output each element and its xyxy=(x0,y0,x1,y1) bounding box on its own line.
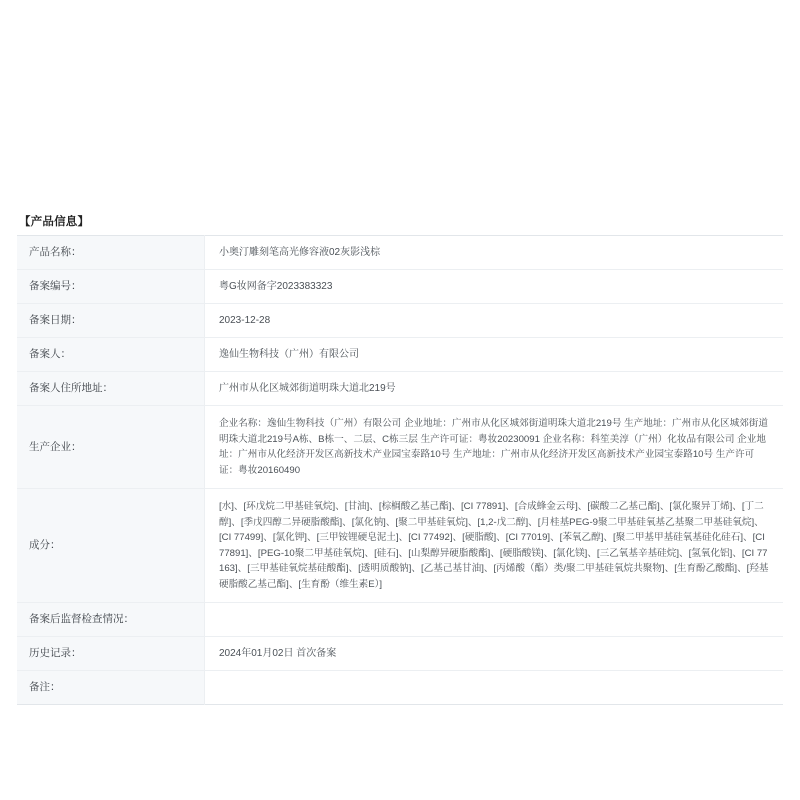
table-row xyxy=(17,671,783,705)
row-label-ingredients: 成分： xyxy=(17,489,205,603)
row-label-record-number: 备案编号： xyxy=(17,270,205,304)
table-row xyxy=(17,372,783,406)
row-value-remark xyxy=(205,671,784,705)
row-value-supervision xyxy=(205,603,784,637)
row-label-supervision: 备案后监督检查情况： xyxy=(17,603,205,637)
row-label-history: 历史记录： xyxy=(17,637,205,671)
table-row xyxy=(17,489,783,603)
row-value-product-name: 小奥汀雕刻笔高光修容液02灰影浅棕 xyxy=(205,236,784,270)
row-label-manufacturer: 生产企业： xyxy=(17,406,205,489)
row-label-remark: 备注： xyxy=(17,671,205,705)
row-value-record-date: 2023-12-28 xyxy=(205,304,784,338)
product-info-panel xyxy=(17,215,783,705)
row-label-record-date: 备案日期： xyxy=(17,304,205,338)
row-value-filer-address: 广州市从化区城郊街道明珠大道北219号 xyxy=(205,372,784,406)
table-row xyxy=(17,637,783,671)
row-value-filer: 逸仙生物科技（广州）有限公司 xyxy=(205,338,784,372)
row-value-record-number: 粤G妆网备字2023383323 xyxy=(205,270,784,304)
table-row xyxy=(17,406,783,489)
row-value-manufacturer: 企业名称：逸仙生物科技（广州）有限公司 企业地址：广州市从化区城郊街道明珠大道北219号 生产地址：广州市从化区城郊街道明珠大道北219号A栋、B栋一、二层、C栋三层 生产许可证：粤妆20230091 企业名称：科笙美淳（广州）化妆品有限公司 企业地址：广州市从化经济开发区高新技术产业园宝泰路10号 生产地址：广州市从化经济开发区高新技术产业园宝泰路10号 生产许可证：粤妆20160490 xyxy=(205,406,784,489)
row-value-ingredients: [水]、[环戊烷二甲基硅氧烷]、[甘油]、[棕榈酸乙基己酯]、[CI 77891]、[合成蜂金云母]、[碳酸二乙基己酯]、[氯化聚异丁烯]、[丁二醇]、[季戊四醇二异硬脂酸酯]、[氯化钠]、[聚二甲基硅氧烷]、[1,2-戊二醇]、[月桂基PEG-9聚二甲基硅氧基乙基聚二甲基硅氧烷]、[CI 77499]、[氯化钾]、[三甲铵锂硬皂泥土]、[CI 77492]、[硬脂酸]、[CI 77019]、[苯氧乙醇]、[聚二甲基甲基硅氧基硅化硅石]、[CI 77891]、[PEG-10聚二甲基硅氧烷]、[硅石]、[山梨醇异硬脂酸酯]、[硬脂酸镁]、[氯化镁]、[三乙氧基辛基硅烷]、[氢氧化铝]、[CI 77163]、[三甲基硅氧烷基硅酸酯]、[透明质酸钠]、[乙基己基甘油]、[丙烯酸（酯）类/聚二甲基硅氧烷共聚物]、[生育酚乙酸酯]、[羟基硬脂酸乙基己酯]、[生育酚（维生素E）] xyxy=(205,489,784,603)
row-value-history: 2024年01月02日 首次备案 xyxy=(205,637,784,671)
table-row xyxy=(17,603,783,637)
section-title: 【产品信息】 xyxy=(19,216,90,228)
row-label-product-name: 产品名称： xyxy=(17,236,205,270)
table-row xyxy=(17,304,783,338)
product-info-table xyxy=(17,235,783,705)
row-label-filer-address: 备案人住所地址： xyxy=(17,372,205,406)
row-label-filer: 备案人： xyxy=(17,338,205,372)
table-row xyxy=(17,338,783,372)
table-row xyxy=(17,236,783,270)
table-row xyxy=(17,270,783,304)
